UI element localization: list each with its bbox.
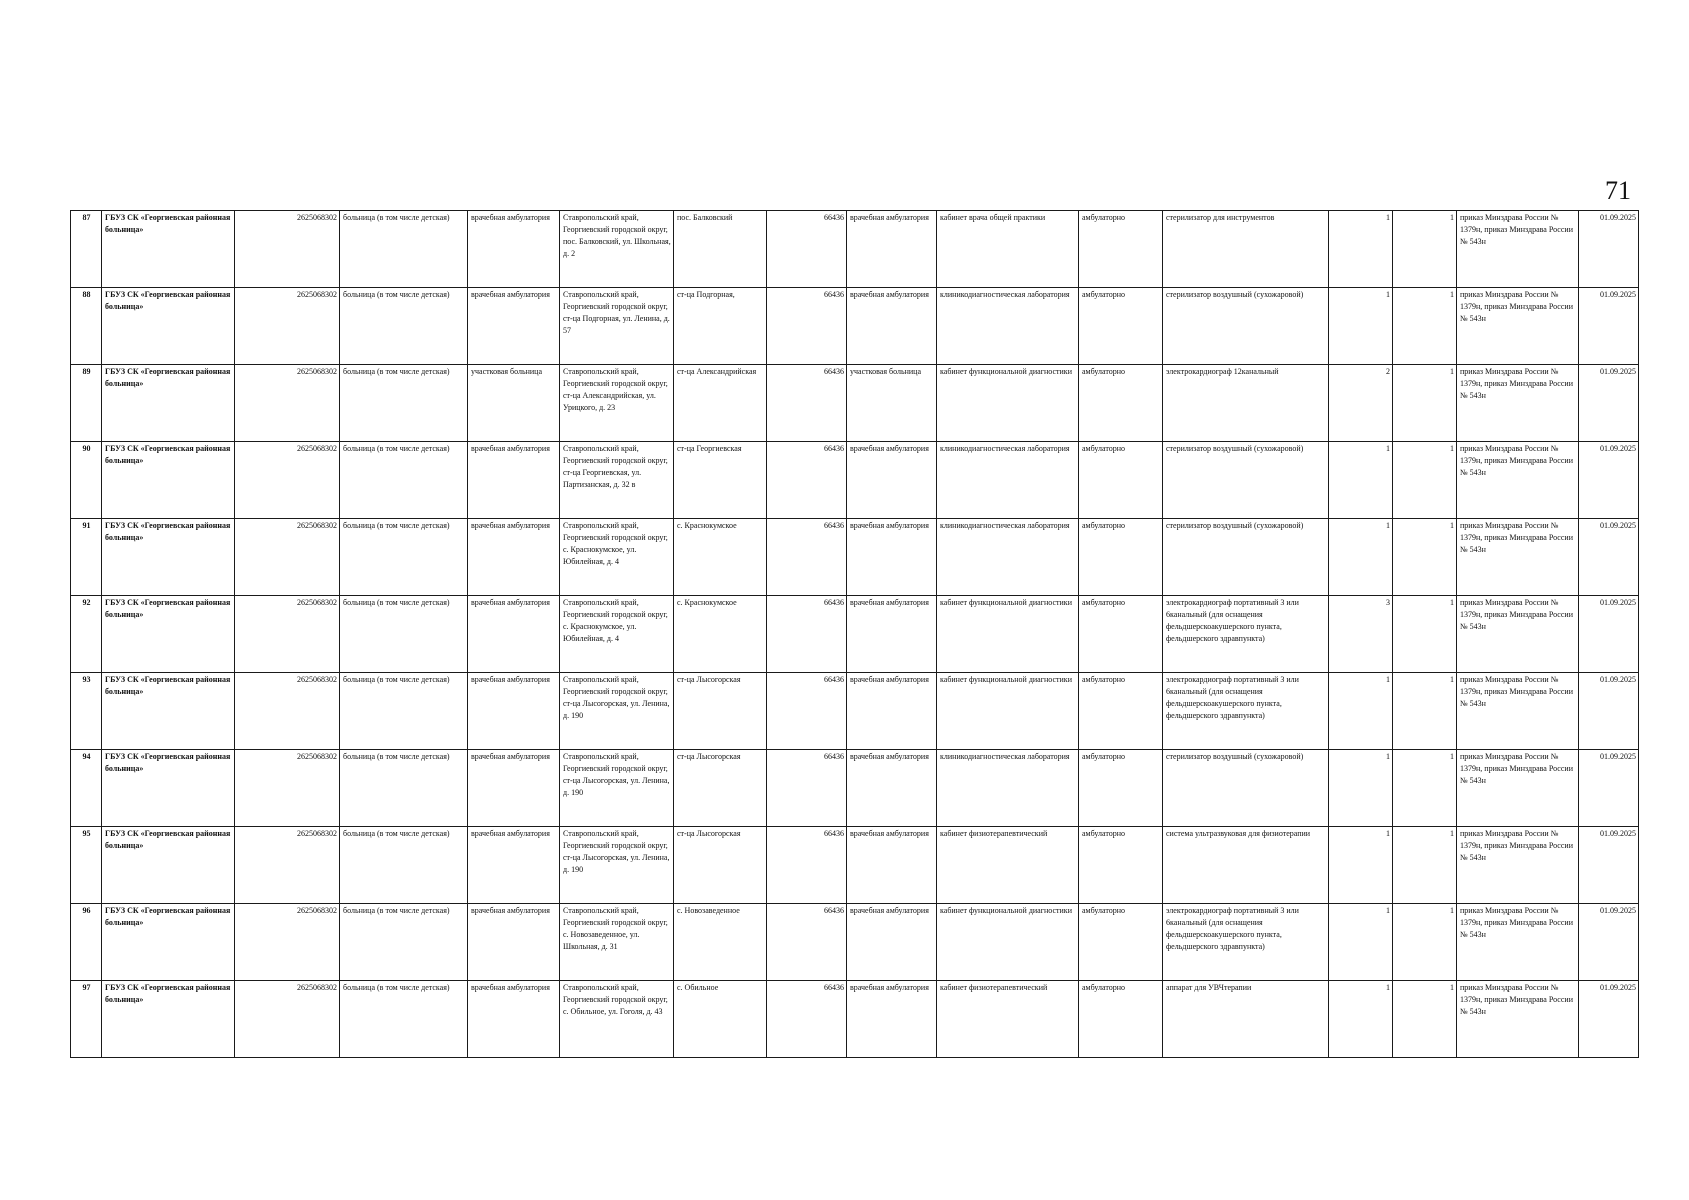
- address-cell: Ставропольский край, Георгиевский городской округ, ст-ца Лысогорская, ул. Ленина, д. 190: [560, 750, 674, 827]
- equipment-name-cell: стерилизатор для инструментов: [1163, 211, 1329, 288]
- facility-kind-cell: больница (в том числе детская): [340, 981, 468, 1058]
- room-name-cell: клиникодиагностическая лаборатория: [937, 442, 1079, 519]
- organization-name-cell: ГБУЗ СК «Георгиевская районная больница»: [102, 673, 235, 750]
- settlement-cell: ст-ца Георгиевская: [674, 442, 767, 519]
- table-row: [71, 442, 1639, 519]
- care-mode-cell: амбулаторно: [1079, 596, 1163, 673]
- deadline-date-cell: 01.09.2025: [1579, 981, 1639, 1058]
- care-mode-cell: амбулаторно: [1079, 750, 1163, 827]
- subunit-cell: врачебная амбулатория: [847, 211, 937, 288]
- deadline-date-cell: 01.09.2025: [1579, 442, 1639, 519]
- facility-kind-cell: больница (в том числе детская): [340, 519, 468, 596]
- room-name-cell: клиникодиагностическая лаборатория: [937, 750, 1079, 827]
- address-cell: Ставропольский край, Георгиевский городской округ, ст-ца Георгиевская, ул. Партизанская, д. 32 в: [560, 442, 674, 519]
- organization-name-cell: ГБУЗ СК «Георгиевская районная больница»: [102, 750, 235, 827]
- regulatory-basis-cell: приказ Минздрава России № 1379н, приказ Минздрава России № 543н: [1457, 596, 1579, 673]
- address-cell: Ставропольский край, Георгиевский городской округ, ст-ца Александрийская, ул. Урицкого, д. 23: [560, 365, 674, 442]
- care-mode-cell: амбулаторно: [1079, 981, 1163, 1058]
- row-number-cell: 90: [71, 442, 102, 519]
- row-number-cell: 96: [71, 904, 102, 981]
- inn-code-cell: 2625068302: [235, 596, 340, 673]
- qty-required-cell: 1: [1329, 904, 1393, 981]
- organization-name-cell: ГБУЗ СК «Георгиевская районная больница»: [102, 519, 235, 596]
- settlement-cell: с. Краснокумское: [674, 596, 767, 673]
- subunit-cell: участковая больница: [847, 365, 937, 442]
- qty-required-cell: 2: [1329, 365, 1393, 442]
- deadline-date-cell: 01.09.2025: [1579, 365, 1639, 442]
- regulatory-basis-cell: приказ Минздрава России № 1379н, приказ Минздрава России № 543н: [1457, 442, 1579, 519]
- equipment-name-cell: стерилизатор воздушный (сухожаровой): [1163, 519, 1329, 596]
- organization-name-cell: ГБУЗ СК «Георгиевская районная больница»: [102, 442, 235, 519]
- deadline-date-cell: 01.09.2025: [1579, 596, 1639, 673]
- regulatory-basis-cell: приказ Минздрава России № 1379н, приказ Минздрава России № 543н: [1457, 365, 1579, 442]
- inn-code-cell: 2625068302: [235, 442, 340, 519]
- deadline-date-cell: 01.09.2025: [1579, 288, 1639, 365]
- qty-actual-cell: 1: [1393, 442, 1457, 519]
- settlement-cell: с. Краснокумское: [674, 519, 767, 596]
- deadline-date-cell: 01.09.2025: [1579, 750, 1639, 827]
- care-mode-cell: амбулаторно: [1079, 519, 1163, 596]
- equipment-name-cell: аппарат для УВЧтерапии: [1163, 981, 1329, 1058]
- row-number-cell: 87: [71, 211, 102, 288]
- equipment-name-cell: стерилизатор воздушный (сухожаровой): [1163, 288, 1329, 365]
- equipment-name-cell: стерилизатор воздушный (сухожаровой): [1163, 442, 1329, 519]
- facility-kind-cell: больница (в том числе детская): [340, 596, 468, 673]
- regulatory-basis-cell: приказ Минздрава России № 1379н, приказ Минздрава России № 543н: [1457, 211, 1579, 288]
- facility-kind-cell: больница (в том числе детская): [340, 673, 468, 750]
- regulatory-basis-cell: приказ Минздрава России № 1379н, приказ Минздрава России № 543н: [1457, 904, 1579, 981]
- row-number-cell: 97: [71, 981, 102, 1058]
- structural-unit-cell: врачебная амбулатория: [468, 442, 560, 519]
- qty-required-cell: 1: [1329, 981, 1393, 1058]
- equipment-name-cell: электрокардиограф портативный 3 или 6канальный (для оснащения фельдшерскоакушерского пункта, фельдшерского здравпункта): [1163, 596, 1329, 673]
- settlement-cell: ст-ца Лысогорская: [674, 750, 767, 827]
- inn-code-cell: 2625068302: [235, 904, 340, 981]
- address-cell: Ставропольский край, Георгиевский городской округ, пос. Балковский, ул. Школьная, д. 2: [560, 211, 674, 288]
- address-cell: Ставропольский край, Георгиевский городской округ, с. Обильное, ул. Гоголя, д. 43: [560, 981, 674, 1058]
- qty-actual-cell: 1: [1393, 904, 1457, 981]
- organization-name-cell: ГБУЗ СК «Георгиевская районная больница»: [102, 904, 235, 981]
- regulatory-basis-cell: приказ Минздрава России № 1379н, приказ Минздрава России № 543н: [1457, 827, 1579, 904]
- qty-actual-cell: 1: [1393, 827, 1457, 904]
- table-row: [71, 596, 1639, 673]
- deadline-date-cell: 01.09.2025: [1579, 904, 1639, 981]
- deadline-date-cell: 01.09.2025: [1579, 673, 1639, 750]
- inn-code-cell: 2625068302: [235, 750, 340, 827]
- subunit-cell: врачебная амбулатория: [847, 519, 937, 596]
- structural-unit-cell: врачебная амбулатория: [468, 904, 560, 981]
- oktmo-code-cell: 66436: [767, 365, 847, 442]
- qty-required-cell: 1: [1329, 442, 1393, 519]
- subunit-cell: врачебная амбулатория: [847, 904, 937, 981]
- organization-name-cell: ГБУЗ СК «Георгиевская районная больница»: [102, 365, 235, 442]
- facility-kind-cell: больница (в том числе детская): [340, 365, 468, 442]
- structural-unit-cell: врачебная амбулатория: [468, 519, 560, 596]
- table-row: [71, 519, 1639, 596]
- deadline-date-cell: 01.09.2025: [1579, 211, 1639, 288]
- equipment-registry-table: [70, 210, 1639, 1058]
- room-name-cell: кабинет физиотерапевтический: [937, 827, 1079, 904]
- facility-kind-cell: больница (в том числе детская): [340, 750, 468, 827]
- table-row: [71, 981, 1639, 1058]
- regulatory-basis-cell: приказ Минздрава России № 1379н, приказ Минздрава России № 543н: [1457, 288, 1579, 365]
- oktmo-code-cell: 66436: [767, 827, 847, 904]
- row-number-cell: 89: [71, 365, 102, 442]
- room-name-cell: кабинет физиотерапевтический: [937, 981, 1079, 1058]
- row-number-cell: 92: [71, 596, 102, 673]
- subunit-cell: врачебная амбулатория: [847, 750, 937, 827]
- oktmo-code-cell: 66436: [767, 673, 847, 750]
- structural-unit-cell: врачебная амбулатория: [468, 981, 560, 1058]
- oktmo-code-cell: 66436: [767, 904, 847, 981]
- settlement-cell: ст-ца Александрийская: [674, 365, 767, 442]
- qty-required-cell: 3: [1329, 596, 1393, 673]
- table-row: [71, 673, 1639, 750]
- room-name-cell: кабинет врача общей практики: [937, 211, 1079, 288]
- table-row: [71, 365, 1639, 442]
- organization-name-cell: ГБУЗ СК «Георгиевская районная больница»: [102, 288, 235, 365]
- address-cell: Ставропольский край, Георгиевский городской округ, с. Краснокумское, ул. Юбилейная, д. 4: [560, 596, 674, 673]
- page-number: 71: [1605, 176, 1631, 205]
- address-cell: Ставропольский край, Георгиевский городской округ, ст-ца Лысогорская, ул. Ленина, д. 190: [560, 827, 674, 904]
- oktmo-code-cell: 66436: [767, 211, 847, 288]
- table-row: [71, 211, 1639, 288]
- qty-actual-cell: 1: [1393, 365, 1457, 442]
- qty-required-cell: 1: [1329, 211, 1393, 288]
- regulatory-basis-cell: приказ Минздрава России № 1379н, приказ Минздрава России № 543н: [1457, 750, 1579, 827]
- room-name-cell: кабинет функциональной диагностики: [937, 904, 1079, 981]
- equipment-name-cell: электрокардиограф портативный 3 или 6канальный (для оснащения фельдшерскоакушерского пункта, фельдшерского здравпункта): [1163, 673, 1329, 750]
- organization-name-cell: ГБУЗ СК «Георгиевская районная больница»: [102, 596, 235, 673]
- care-mode-cell: амбулаторно: [1079, 442, 1163, 519]
- room-name-cell: кабинет функциональной диагностики: [937, 673, 1079, 750]
- deadline-date-cell: 01.09.2025: [1579, 519, 1639, 596]
- qty-actual-cell: 1: [1393, 596, 1457, 673]
- care-mode-cell: амбулаторно: [1079, 904, 1163, 981]
- inn-code-cell: 2625068302: [235, 519, 340, 596]
- subunit-cell: врачебная амбулатория: [847, 827, 937, 904]
- room-name-cell: клиникодиагностическая лаборатория: [937, 519, 1079, 596]
- qty-actual-cell: 1: [1393, 519, 1457, 596]
- row-number-cell: 94: [71, 750, 102, 827]
- care-mode-cell: амбулаторно: [1079, 211, 1163, 288]
- inn-code-cell: 2625068302: [235, 827, 340, 904]
- structural-unit-cell: врачебная амбулатория: [468, 673, 560, 750]
- inn-code-cell: 2625068302: [235, 288, 340, 365]
- room-name-cell: кабинет функциональной диагностики: [937, 596, 1079, 673]
- qty-required-cell: 1: [1329, 827, 1393, 904]
- oktmo-code-cell: 66436: [767, 981, 847, 1058]
- table-row: [71, 827, 1639, 904]
- structural-unit-cell: участковая больница: [468, 365, 560, 442]
- qty-actual-cell: 1: [1393, 981, 1457, 1058]
- qty-actual-cell: 1: [1393, 211, 1457, 288]
- inn-code-cell: 2625068302: [235, 211, 340, 288]
- care-mode-cell: амбулаторно: [1079, 288, 1163, 365]
- subunit-cell: врачебная амбулатория: [847, 673, 937, 750]
- qty-required-cell: 1: [1329, 288, 1393, 365]
- equipment-name-cell: электрокардиограф 12канальный: [1163, 365, 1329, 442]
- subunit-cell: врачебная амбулатория: [847, 442, 937, 519]
- equipment-name-cell: система ультразвуковая для физиотерапии: [1163, 827, 1329, 904]
- care-mode-cell: амбулаторно: [1079, 827, 1163, 904]
- facility-kind-cell: больница (в том числе детская): [340, 288, 468, 365]
- equipment-name-cell: стерилизатор воздушный (сухожаровой): [1163, 750, 1329, 827]
- regulatory-basis-cell: приказ Минздрава России № 1379н, приказ Минздрава России № 543н: [1457, 673, 1579, 750]
- oktmo-code-cell: 66436: [767, 750, 847, 827]
- room-name-cell: клиникодиагностическая лаборатория: [937, 288, 1079, 365]
- facility-kind-cell: больница (в том числе детская): [340, 211, 468, 288]
- organization-name-cell: ГБУЗ СК «Георгиевская районная больница»: [102, 211, 235, 288]
- row-number-cell: 91: [71, 519, 102, 596]
- settlement-cell: ст-ца Лысогорская: [674, 673, 767, 750]
- inn-code-cell: 2625068302: [235, 673, 340, 750]
- row-number-cell: 88: [71, 288, 102, 365]
- subunit-cell: врачебная амбулатория: [847, 288, 937, 365]
- room-name-cell: кабинет функциональной диагностики: [937, 365, 1079, 442]
- subunit-cell: врачебная амбулатория: [847, 596, 937, 673]
- address-cell: Ставропольский край, Георгиевский городской округ, ст-ца Подгорная, ул. Ленина, д. 57: [560, 288, 674, 365]
- oktmo-code-cell: 66436: [767, 442, 847, 519]
- settlement-cell: с. Новозаведенное: [674, 904, 767, 981]
- settlement-cell: пос. Балковский: [674, 211, 767, 288]
- subunit-cell: врачебная амбулатория: [847, 981, 937, 1058]
- inn-code-cell: 2625068302: [235, 365, 340, 442]
- table-row: [71, 904, 1639, 981]
- structural-unit-cell: врачебная амбулатория: [468, 211, 560, 288]
- qty-required-cell: 1: [1329, 519, 1393, 596]
- table-row: [71, 288, 1639, 365]
- facility-kind-cell: больница (в том числе детская): [340, 904, 468, 981]
- address-cell: Ставропольский край, Георгиевский городской округ, с. Новозаведенное, ул. Школьная, д. 31: [560, 904, 674, 981]
- address-cell: Ставропольский край, Георгиевский городской округ, ст-ца Лысогорская, ул. Ленина, д. 190: [560, 673, 674, 750]
- oktmo-code-cell: 66436: [767, 596, 847, 673]
- organization-name-cell: ГБУЗ СК «Георгиевская районная больница»: [102, 981, 235, 1058]
- row-number-cell: 93: [71, 673, 102, 750]
- inn-code-cell: 2625068302: [235, 981, 340, 1058]
- facility-kind-cell: больница (в том числе детская): [340, 442, 468, 519]
- qty-required-cell: 1: [1329, 750, 1393, 827]
- structural-unit-cell: врачебная амбулатория: [468, 750, 560, 827]
- qty-required-cell: 1: [1329, 673, 1393, 750]
- regulatory-basis-cell: приказ Минздрава России № 1379н, приказ Минздрава России № 543н: [1457, 519, 1579, 596]
- deadline-date-cell: 01.09.2025: [1579, 827, 1639, 904]
- structural-unit-cell: врачебная амбулатория: [468, 288, 560, 365]
- table-row: [71, 750, 1639, 827]
- settlement-cell: ст-ца Лысогорская: [674, 827, 767, 904]
- qty-actual-cell: 1: [1393, 288, 1457, 365]
- settlement-cell: ст-ца Подгорная,: [674, 288, 767, 365]
- qty-actual-cell: 1: [1393, 750, 1457, 827]
- row-number-cell: 95: [71, 827, 102, 904]
- organization-name-cell: ГБУЗ СК «Георгиевская районная больница»: [102, 827, 235, 904]
- structural-unit-cell: врачебная амбулатория: [468, 827, 560, 904]
- facility-kind-cell: больница (в том числе детская): [340, 827, 468, 904]
- care-mode-cell: амбулаторно: [1079, 365, 1163, 442]
- qty-actual-cell: 1: [1393, 673, 1457, 750]
- oktmo-code-cell: 66436: [767, 519, 847, 596]
- oktmo-code-cell: 66436: [767, 288, 847, 365]
- settlement-cell: с. Обильное: [674, 981, 767, 1058]
- equipment-name-cell: электрокардиограф портативный 3 или 6канальный (для оснащения фельдшерскоакушерского пункта, фельдшерского здравпункта): [1163, 904, 1329, 981]
- address-cell: Ставропольский край, Георгиевский городской округ, с. Краснокумское, ул. Юбилейная, д. 4: [560, 519, 674, 596]
- regulatory-basis-cell: приказ Минздрава России № 1379н, приказ Минздрава России № 543н: [1457, 981, 1579, 1058]
- structural-unit-cell: врачебная амбулатория: [468, 596, 560, 673]
- care-mode-cell: амбулаторно: [1079, 673, 1163, 750]
